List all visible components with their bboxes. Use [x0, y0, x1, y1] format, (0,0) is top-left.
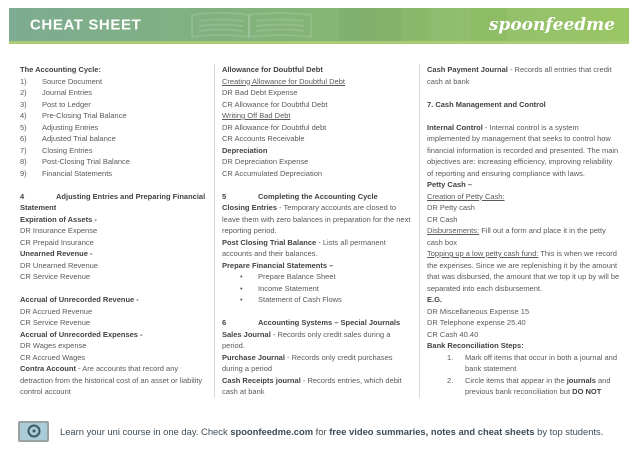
text-line	[222, 375, 412, 398]
text-segment: 5	[222, 191, 227, 201]
text-line	[20, 64, 207, 76]
header-stripe	[429, 8, 471, 41]
list-number: 5)	[20, 122, 27, 132]
text-segment: Closing Entries	[42, 145, 93, 155]
text-segment: Cash Payment Journal	[427, 65, 508, 74]
text-segment: This is when we record the expenses. Since we are replenishing it by the amount that was disbursed, the amount that we top it up by will be separated into each disbursement.	[427, 249, 620, 293]
text-segment: Adjusting Entries and Preparing Financial Statement	[20, 191, 206, 212]
list-number: 4)	[20, 111, 27, 120]
text-segment: Post-Closing Trial Balance	[42, 157, 130, 166]
text-segment: - Temporary accounts are closed to leave them with zero balances in preparation for the next reporting period.	[222, 203, 411, 235]
text-segment: Income Statement	[258, 283, 319, 293]
text-line	[222, 122, 412, 134]
text-segment: Closing Entries	[222, 203, 278, 212]
text-segment: 4	[20, 191, 25, 201]
text-segment: E.G.	[427, 295, 443, 304]
text-segment: Prepare Balance Sheet	[258, 272, 336, 281]
text-segment: Allowance for Doubtful Debt	[222, 65, 323, 74]
list-number: 9)	[20, 168, 27, 178]
column-2	[222, 64, 412, 398]
text-line	[427, 202, 620, 214]
header-accent-line	[9, 41, 629, 44]
text-segment: CR Service Revenue	[20, 272, 91, 281]
text-line	[222, 133, 412, 145]
text-segment: Expiration of Assets -	[20, 214, 97, 224]
text-segment: Bank Reconciliation Steps:	[427, 341, 524, 350]
text-line	[222, 260, 412, 272]
text-segment: DR Miscellaneous Expense 15	[427, 306, 530, 316]
text-segment: Pre-Closing Trial Balance	[42, 111, 127, 120]
text-line	[427, 99, 620, 111]
content-columns	[20, 64, 620, 398]
column-3	[427, 64, 620, 398]
text-segment: - Records entries, which debit cash at bank	[222, 375, 402, 396]
text-segment: DR Telephone expense 25.40	[427, 318, 526, 327]
text-segment: CR Cash 40.40	[427, 329, 479, 339]
text-segment: Creation of Petty Cash:	[427, 191, 505, 201]
text-segment: CR Cash	[427, 214, 458, 224]
column-1	[20, 64, 207, 398]
step-number: 1.	[447, 352, 454, 362]
text-line	[20, 168, 207, 180]
text-line	[427, 225, 620, 248]
footer-note	[60, 426, 603, 437]
text-segment: Learn your uni course in one day. Check	[60, 425, 231, 437]
text-line	[222, 168, 412, 180]
text-segment: DR Insurance Expense	[20, 226, 98, 235]
text-segment: Sales Journal	[222, 329, 271, 339]
footer-bar	[18, 418, 603, 444]
step-number: 2.	[447, 375, 454, 385]
bullet-icon: •	[240, 295, 243, 304]
list-number: 6)	[20, 134, 27, 143]
text-line	[20, 214, 207, 226]
text-segment: DO NOT	[572, 387, 602, 396]
text-line	[222, 283, 412, 295]
text-line	[222, 76, 412, 88]
column-divider	[214, 64, 215, 398]
text-line	[20, 87, 207, 99]
text-line	[222, 110, 412, 122]
text-line	[20, 329, 207, 341]
text-line	[222, 352, 412, 375]
text-segment: The Accounting Cycle:	[20, 65, 101, 74]
text-line	[427, 294, 620, 306]
text-segment: DR Bad Debt Expense	[222, 88, 298, 97]
open-book-icon	[187, 11, 317, 39]
text-segment: DR Allowance for Doubtful debt	[222, 122, 327, 132]
text-segment: - Are accounts that record any detraction from the historical cost of an asset or liability control account	[20, 364, 203, 396]
text-segment: DR Unearned Revenue	[20, 260, 98, 270]
text-line	[427, 340, 620, 352]
text-segment: - Lists all permanent accounts and their balances.	[222, 237, 386, 258]
list-number: 7)	[20, 145, 27, 155]
text-segment: Financial Statements	[42, 168, 113, 178]
text-segment: DR Petty cash	[427, 203, 475, 212]
text-segment: Depreciation	[222, 145, 268, 155]
text-segment: Statement of Cash Flows	[258, 295, 342, 304]
text-line	[222, 237, 412, 260]
text-line	[20, 110, 207, 122]
text-line	[20, 225, 207, 237]
text-line	[20, 248, 207, 260]
text-line	[222, 179, 412, 191]
text-line	[427, 306, 620, 318]
text-segment: Completing the Accounting Cycle	[258, 191, 378, 201]
text-line	[20, 156, 207, 168]
text-segment: Accounting Systems – Special Journals	[258, 318, 401, 327]
text-segment: Post to Ledger	[42, 99, 91, 109]
column-divider	[419, 64, 420, 398]
text-line	[20, 283, 207, 295]
text-segment: - Records only credit purchases during a period	[222, 352, 393, 373]
text-segment: journals	[566, 375, 596, 385]
text-line	[222, 271, 412, 283]
text-line	[20, 271, 207, 283]
text-line	[427, 329, 620, 341]
text-segment: CR Accrued Wages	[20, 352, 86, 362]
text-segment: and previous bank reconciliation but	[465, 375, 611, 396]
text-line	[427, 352, 620, 375]
text-segment: by top students.	[534, 425, 604, 437]
text-segment: CR Prepaid Insurance	[20, 237, 94, 247]
text-line	[427, 179, 620, 191]
text-segment: CR Service Revenue	[20, 318, 91, 327]
text-segment: spoonfeedme.com	[230, 425, 314, 437]
text-segment: Source Document	[42, 76, 103, 86]
text-line	[427, 375, 620, 398]
sheet-title: CHEAT SHEET	[30, 16, 142, 33]
text-line	[20, 363, 207, 398]
text-segment: 7. Cash Management and Control	[427, 99, 546, 109]
header-stripe	[339, 8, 401, 41]
text-line	[20, 352, 207, 364]
text-line	[427, 110, 620, 122]
video-icon	[18, 421, 49, 442]
text-segment: Accrual of Unrecorded Expenses -	[20, 329, 143, 339]
bullet-icon: •	[240, 283, 243, 293]
text-segment: Post Closing Trial Balance	[222, 237, 317, 247]
text-segment: CR Accumulated Depreciation	[222, 168, 323, 178]
list-number: 8)	[20, 157, 27, 166]
text-segment: DR Wages expense	[20, 341, 87, 350]
text-line	[20, 191, 207, 214]
text-line	[222, 306, 412, 318]
text-line	[427, 122, 620, 180]
text-segment: Accrual of Unrecorded Revenue -	[20, 295, 139, 304]
text-segment: CR Allowance for Doubtful Debt	[222, 99, 328, 109]
text-segment: - Internal control is a system implemented by management that seeks to control how financial information is recorded and presented. The main objectives are: increasing efficiency, improving reliability of reporting and ensuring compliance with laws.	[427, 122, 619, 178]
text-line	[427, 191, 620, 203]
text-line	[427, 87, 620, 99]
text-line	[20, 145, 207, 157]
text-segment: Topping up a low petty cash fund:	[427, 249, 539, 258]
text-line	[20, 179, 207, 191]
text-line	[222, 87, 412, 99]
text-line	[20, 340, 207, 352]
text-line	[427, 64, 620, 87]
text-line	[20, 294, 207, 306]
text-line	[222, 317, 412, 329]
text-segment: Internal Control	[427, 122, 483, 132]
text-line	[222, 99, 412, 111]
text-segment: DR Accrued Revenue	[20, 306, 93, 316]
text-line	[222, 64, 412, 76]
text-segment: Disbursements:	[427, 226, 480, 235]
list-number: 3)	[20, 99, 27, 109]
text-segment: Creating Allowance for Doubtful Debt	[222, 76, 345, 86]
text-segment: free video summaries, notes and cheat sheets	[329, 425, 535, 437]
bullet-icon: •	[240, 272, 243, 281]
text-line	[20, 122, 207, 134]
text-line	[20, 260, 207, 272]
text-line	[427, 248, 620, 294]
text-line	[222, 156, 412, 168]
text-segment: Writing Off Bad Debt	[222, 111, 291, 120]
text-segment: Prepare Financial Statements –	[222, 260, 334, 270]
text-line	[427, 214, 620, 226]
text-line	[222, 202, 412, 237]
text-segment: - Records all entries that credit cash at bank	[427, 65, 612, 86]
text-segment: Mark off items that occur in both a journal and bank statement	[465, 352, 618, 373]
text-segment: Cash Receipts journal	[222, 375, 301, 385]
text-line	[20, 317, 207, 329]
text-segment: for	[313, 425, 330, 437]
list-number: 1)	[20, 76, 27, 86]
text-line	[20, 76, 207, 88]
text-segment: Journal Entries	[42, 88, 93, 97]
text-line	[222, 191, 412, 203]
text-segment: Fill out a form and place it in the petty cash box	[427, 226, 606, 247]
list-number: 2)	[20, 88, 27, 97]
text-line	[20, 237, 207, 249]
text-segment: 6	[222, 318, 227, 327]
text-line	[20, 306, 207, 318]
text-line	[222, 329, 412, 352]
text-line	[222, 294, 412, 306]
text-segment: Petty Cash –	[427, 180, 473, 189]
header-banner	[9, 8, 629, 41]
text-segment: Contra Account	[20, 364, 76, 373]
text-line	[222, 145, 412, 157]
text-segment: Adjusting Entries	[42, 122, 99, 132]
text-line	[427, 317, 620, 329]
brand-logo: spoonfeedme	[488, 14, 615, 35]
text-segment: DR Depreciation Expense	[222, 157, 309, 166]
text-line	[20, 99, 207, 111]
text-segment: Circle items that appear in the	[465, 375, 567, 385]
text-segment: Adjusted Trial balance	[42, 134, 116, 143]
text-line	[20, 133, 207, 145]
text-segment: Purchase Journal	[222, 352, 285, 362]
text-segment: CR Accounts Receivable	[222, 134, 305, 143]
text-segment: - Records only credit sales during a period.	[222, 329, 391, 350]
text-segment: Unearned Revenue -	[20, 249, 93, 258]
